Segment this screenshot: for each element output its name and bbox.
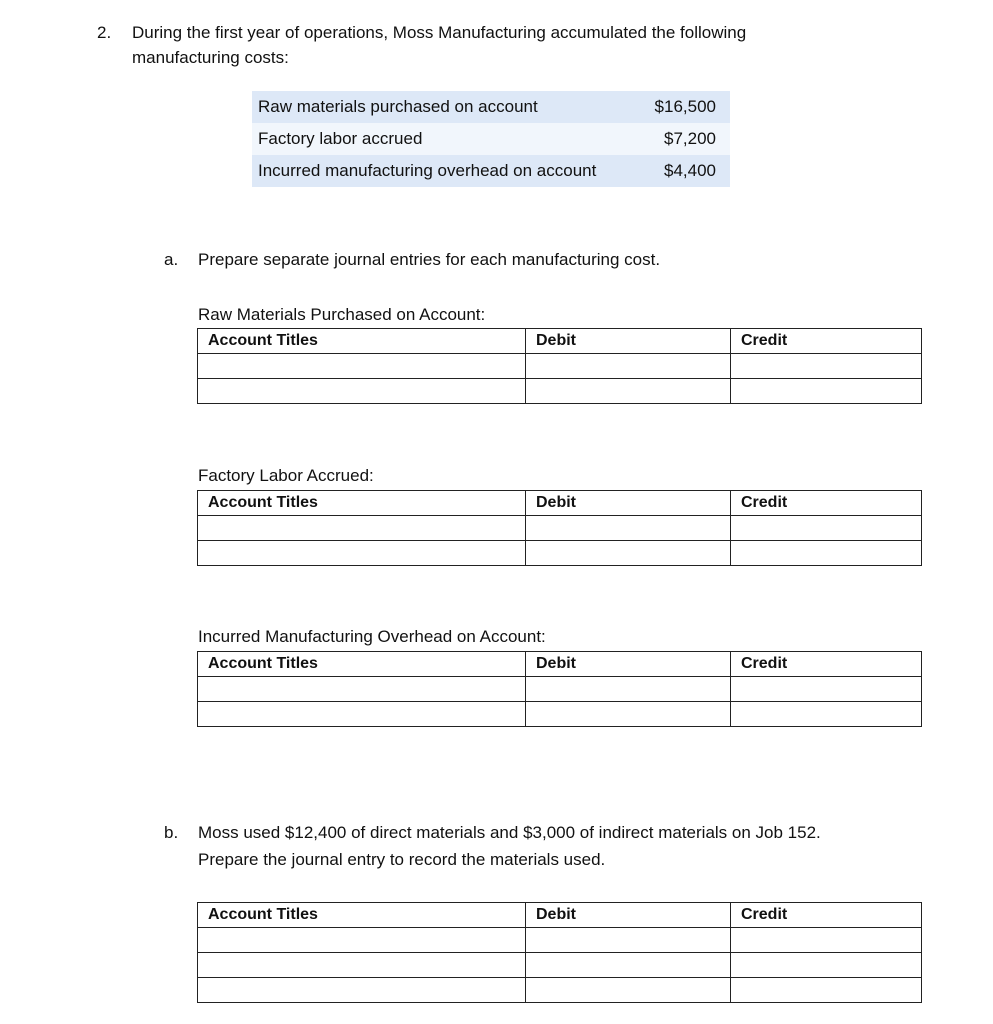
cost-label: Incurred manufacturing overhead on account xyxy=(252,155,640,187)
cost-label: Factory labor accrued xyxy=(252,123,640,155)
header-account-titles: Account Titles xyxy=(198,491,526,516)
credit-cell[interactable] xyxy=(731,677,922,702)
credit-cell[interactable] xyxy=(731,541,922,566)
journal-entry-row xyxy=(198,541,922,566)
account-title-cell[interactable] xyxy=(198,928,526,953)
journal-header-row xyxy=(198,652,922,677)
account-title-cell[interactable] xyxy=(198,677,526,702)
account-title-cell[interactable] xyxy=(198,978,526,1003)
debit-cell[interactable] xyxy=(526,379,731,404)
journal-entry-row xyxy=(198,978,922,1003)
journal-table-factory-labor xyxy=(197,490,922,566)
cost-row xyxy=(252,123,730,155)
header-account-titles: Account Titles xyxy=(198,652,526,677)
credit-cell[interactable] xyxy=(731,354,922,379)
journal-entry-row xyxy=(198,379,922,404)
journal-header-row xyxy=(198,491,922,516)
credit-cell[interactable] xyxy=(731,516,922,541)
header-debit: Debit xyxy=(526,652,731,677)
part-a-letter: a. xyxy=(164,250,179,269)
journal-header-row xyxy=(198,903,922,928)
header-debit: Debit xyxy=(526,491,731,516)
cost-table xyxy=(252,91,730,187)
account-title-cell[interactable] xyxy=(198,516,526,541)
cost-amount: $4,400 xyxy=(640,155,730,187)
debit-cell[interactable] xyxy=(526,953,731,978)
question-number: 2. xyxy=(97,23,112,42)
part-b-line2: Prepare the journal entry to record the materials used. xyxy=(198,850,606,869)
cost-amount: $7,200 xyxy=(640,123,730,155)
journal-table-materials-used xyxy=(197,902,922,1003)
header-credit: Credit xyxy=(731,652,922,677)
journal-entry-row xyxy=(198,677,922,702)
debit-cell[interactable] xyxy=(526,516,731,541)
journal-entry-row xyxy=(198,702,922,727)
journal-table-overhead xyxy=(197,651,922,727)
journal-entry-row xyxy=(198,928,922,953)
credit-cell[interactable] xyxy=(731,978,922,1003)
cost-row xyxy=(252,91,730,123)
header-account-titles: Account Titles xyxy=(198,903,526,928)
journal-entry-row xyxy=(198,354,922,379)
credit-cell[interactable] xyxy=(731,379,922,404)
question-intro-line1: During the first year of operations, Moss Manufacturing accumulated the following xyxy=(132,23,747,42)
header-debit: Debit xyxy=(526,329,731,354)
credit-cell[interactable] xyxy=(731,702,922,727)
debit-cell[interactable] xyxy=(526,928,731,953)
account-title-cell[interactable] xyxy=(198,702,526,727)
journal-header-row xyxy=(198,329,922,354)
account-title-cell[interactable] xyxy=(198,354,526,379)
debit-cell[interactable] xyxy=(526,354,731,379)
credit-cell[interactable] xyxy=(731,928,922,953)
question-intro-line2: manufacturing costs: xyxy=(132,48,289,67)
part-b-line1: Moss used $12,400 of direct materials and $3,000 of indirect materials on Job 152. xyxy=(198,823,821,842)
header-debit: Debit xyxy=(526,903,731,928)
header-account-titles: Account Titles xyxy=(198,329,526,354)
cost-amount: $16,500 xyxy=(640,91,730,123)
account-title-cell[interactable] xyxy=(198,379,526,404)
header-credit: Credit xyxy=(731,491,922,516)
account-title-cell[interactable] xyxy=(198,541,526,566)
account-title-cell[interactable] xyxy=(198,953,526,978)
journal-table-raw-materials xyxy=(197,328,922,404)
debit-cell[interactable] xyxy=(526,677,731,702)
debit-cell[interactable] xyxy=(526,702,731,727)
debit-cell[interactable] xyxy=(526,978,731,1003)
header-credit: Credit xyxy=(731,903,922,928)
cost-row xyxy=(252,155,730,187)
journal-entry-row xyxy=(198,953,922,978)
journal-entry-row xyxy=(198,516,922,541)
debit-cell[interactable] xyxy=(526,541,731,566)
journal-caption: Incurred Manufacturing Overhead on Account: xyxy=(198,627,546,646)
part-b-letter: b. xyxy=(164,823,179,842)
part-a-instruction: Prepare separate journal entries for each manufacturing cost. xyxy=(198,250,661,269)
credit-cell[interactable] xyxy=(731,953,922,978)
journal-caption: Factory Labor Accrued: xyxy=(198,466,374,485)
cost-label: Raw materials purchased on account xyxy=(252,91,640,123)
journal-caption: Raw Materials Purchased on Account: xyxy=(198,305,486,324)
header-credit: Credit xyxy=(731,329,922,354)
